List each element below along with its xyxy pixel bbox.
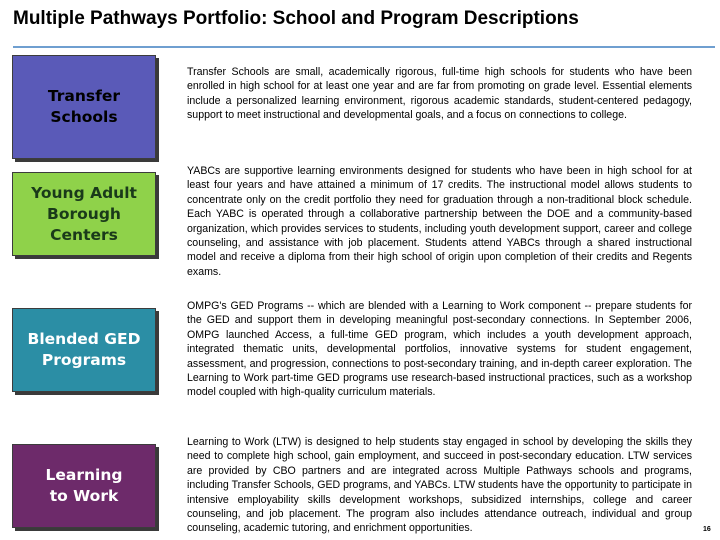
program-box-blended-ged-programs bbox=[12, 308, 156, 392]
program-description-learning-to-work: Learning to Work (LTW) is designed to help students stay engaged in school by developing the skills they need to complete high school, gain employment, and succeed in post-secondary education. LTW services are provided by CBO partners and are integrated across Multiple Pathways schools and programs, including Transfer Schools, GED programs, and YABCs. LTW students have the opportunity to participate in intensive employability skills development workshops, subsidized internships, college and career counseling, and job placement. The program also includes attendance outreach, individual and group counseling, academic tutoring, and enrichment opportunities. bbox=[187, 436, 692, 535]
program-box-transfer-schools bbox=[12, 55, 156, 159]
program-description-ybc: YABCs are supportive learning environments designed for students who have been in high school for at least four years and have attained a minimum of 17 credits. The instructional model allows students to concentrate only on the credit portfolio they need for graduation through a non-traditional block schedule. Each YABC is operated through a collaborative partnership between the DOE and a community-based organization, which provides services to students, including youth development support, career and college counseling, and assistance with job placement. Students attend YABCs through a shared instructional model and receive a diploma from their high school of origin upon completion of their credits and Regents exams. bbox=[187, 165, 692, 278]
program-name: Transfer Schools bbox=[47, 87, 121, 126]
program-name: Blended GED Programs bbox=[27, 330, 141, 369]
program-name: Learning to Work bbox=[45, 466, 123, 505]
program-name: Young Adult Borough Centers bbox=[31, 183, 137, 244]
program-box-young-adult-borough-centers bbox=[12, 172, 156, 256]
program-description-blended-ged: OMPG's GED Programs -- which are blended with a Learning to Work component -- prepare students for the GED and support them in developing meaningful post-secondary connections. In September 2006, OMPG launched Access, a full-time GED program, which includes a youth development approach, integrated thematic units, developmental portfolios, innovative systems for student engagement, assessment, and progression, connections to post-secondary training, and in-depth career exploration. The Learning to Work part-time GED programs use research-based instructional practices, such as a workshop model coupled with high-quality curriculum materials. bbox=[187, 300, 692, 399]
page-number: 16 bbox=[703, 526, 711, 533]
program-description-transfer-schools: Transfer Schools are small, academically rigorous, full-time high schools for students who have been enrolled in high school for at least one year and are far from promoting on grade level. Essential elements include a personalized learning environment, rigorous academic standards, student-centered pedagogy, support to meet instructional and developmental goals, and a focus on connections to college. bbox=[187, 66, 692, 122]
title-divider bbox=[13, 46, 715, 48]
page-title: Multiple Pathways Portfolio: School and Program Descriptions bbox=[13, 8, 579, 29]
program-box-learning-to-work bbox=[12, 444, 156, 528]
